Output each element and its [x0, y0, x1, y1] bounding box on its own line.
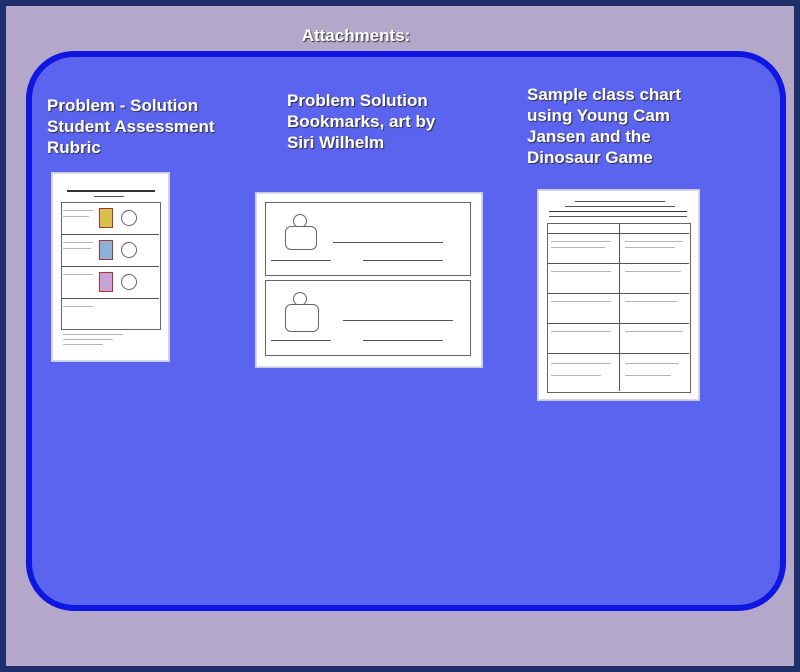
attachment-2-label[interactable]: Problem Solution Bookmarks, art by Siri Wilhelm [287, 91, 436, 152]
bookmarks-thumbnail-content [263, 200, 475, 360]
chart-document-thumbnail[interactable] [538, 190, 699, 400]
attachment-3-label[interactable]: Sample class chart using Young Cam Jansen and the Dinosaur Game [527, 85, 682, 167]
rubric-thumbnail-content [59, 180, 162, 354]
chart-thumbnail-content [545, 197, 692, 393]
attachments-heading: Attachments: [301, 26, 411, 45]
rubric-document-thumbnail[interactable] [52, 173, 169, 361]
attachment-1-label[interactable]: Problem - Solution Student Assessment Rubric [47, 96, 215, 157]
bookmarks-document-thumbnail[interactable] [256, 193, 482, 367]
